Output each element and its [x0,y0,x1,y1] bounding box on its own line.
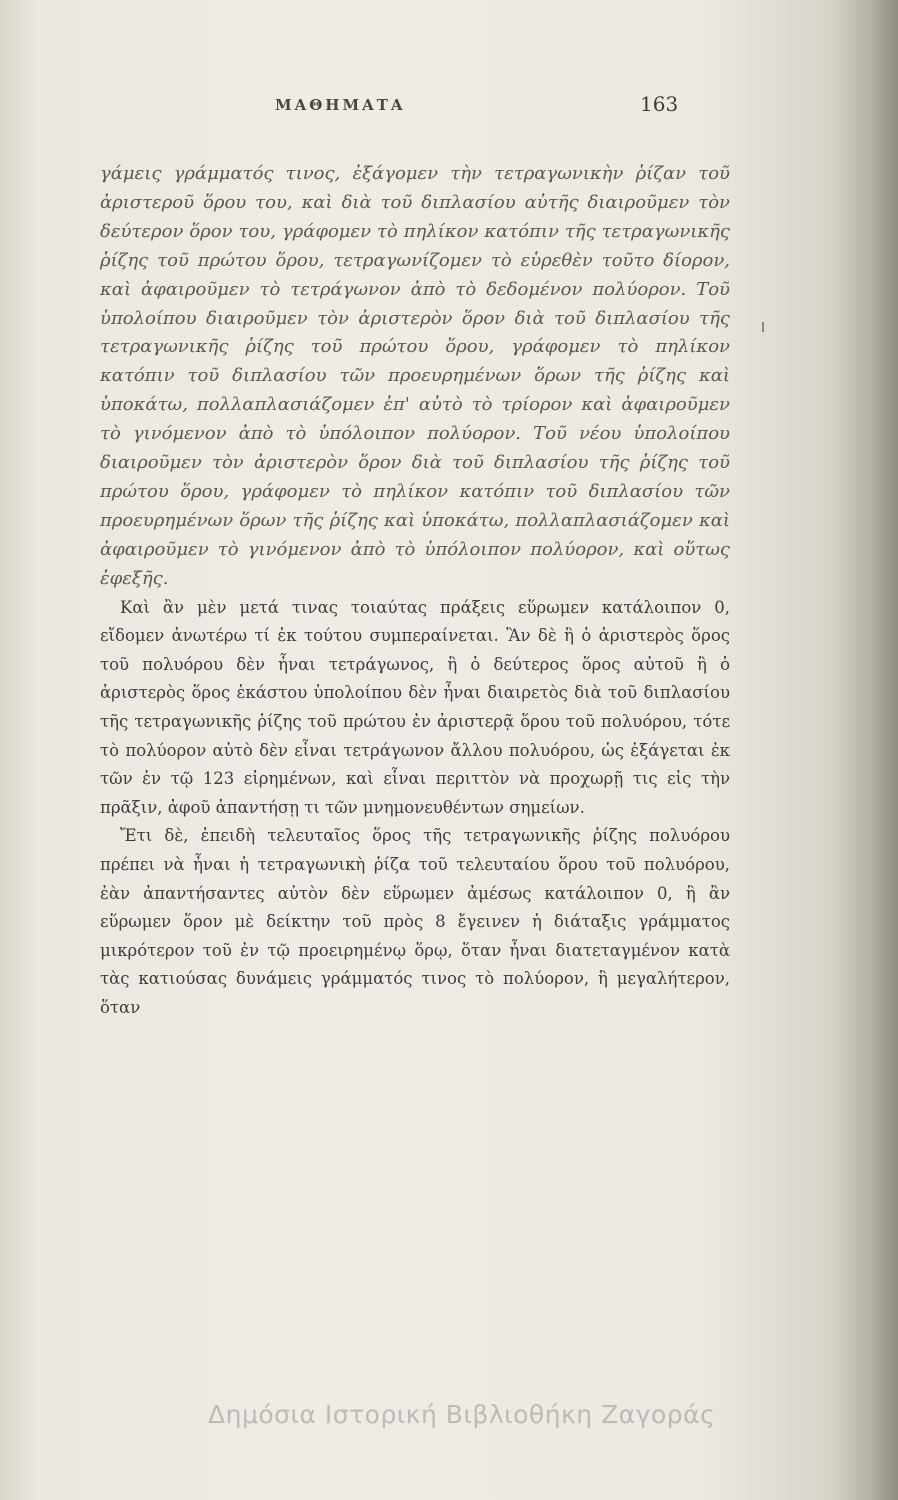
paragraph-1: γάμεις γράμματός τινος, ἐξάγομεν τὴν τετραγωνικὴν ῥίζαν τοῦ ἀριστεροῦ ὅρου του, καὶ διὰ τοῦ διπλασίου αὐτῆς διαιροῦμεν τὸν δεύτερον ὅρον του, γράφομεν τὸ πηλίκον κατόπιν τῆς τετραγωνικῆς ῥίζης τοῦ πρώτου ὅρου, τετραγωνίζομεν τὸ εὑρεθὲν τοῦτο δίορον, καὶ ἀφαιροῦμεν τὸ τετράγωνον ἀπὸ τὸ δεδομένον πολύορον. Τοῦ ὑπολοίπου διαιροῦμεν τὸν ἀριστερὸν ὅρον διὰ τοῦ διπλασίου τῆς τετραγωνικῆς ῥίζης τοῦ πρώτου ὅρου, γράφομεν τὸ πηλίκον κατόπιν τοῦ διπλασίου τῶν προευρημένων ὅρων τῆς ῥίζης καὶ ὑποκάτω, πολλαπλασιάζομεν ἐπ' αὐτὸ τὸ τρίορον καὶ ἀφαιροῦμεν τὸ γινόμενον ἀπὸ τὸ ὑπόλοιπον πολύορον. Τοῦ νέου ὑπολοίπου διαιροῦμεν τὸν ἀριστερὸν ὅρον διὰ τοῦ διπλασίου τῆς ῥίζης τοῦ πρώτου ὅρου, γράφομεν τὸ πηλίκον κατόπιν τοῦ διπλασίου τῶν προευρημένων ὅρων τῆς ῥίζης καὶ ὑποκάτω, πολλαπλασιάζομεν καὶ ἀφαιροῦμεν τὸ γινόμενον ἀπὸ τὸ ὑπόλοιπον πολύορον, καὶ οὕτως ἐφεξῆς. [100,163,730,589]
paragraph-2: Καὶ ἂν μὲν μετά τινας τοιαύτας πράξεις εὕρωμεν κατάλοιπον 0, εἴδομεν ἀνωτέρω τί ἐκ τούτου συμπεραίνεται. Ἂν δὲ ἢ ὁ ἀριστερὸς ὅρος τοῦ πολυόρου δὲν ἦναι τετράγωνος, ἢ ὁ δεύτερος ὅρος αὐτοῦ ἢ ὁ ἀριστερὸς ὅρος ἑκάστου ὑπολοίπου δὲν ἦναι διαιρετὸς διὰ τοῦ διπλασίου τῆς τετραγωνικῆς ῥίζης τοῦ πρώτου ἐν ἀριστερᾷ ὅρου τοῦ πολυόρου, τότε τὸ πολύορον αὐτὸ δὲν εἶναι τετράγωνον ἄλλου πολυόρου, ὡς ἐξάγεται ἐκ τῶν ἐν τῷ 123 εἰρημένων, καὶ εἶναι περιττὸν νὰ προχωρῇ τις εἰς τὴν πρᾶξιν, ἀφοῦ ἀπαντήσῃ τι τῶν μνημονευθέντων σημείων. [100,597,730,817]
running-head: ΜΑΘΗΜΑΤΑ [275,96,406,114]
body-text [100,160,730,1023]
library-watermark: Δημόσια Ιστορική Βιβλιοθήκη Ζαγοράς [208,1400,716,1429]
page-number: 163 [640,92,679,116]
margin-mark [762,322,764,332]
binding-shadow [828,0,898,1500]
paragraph-3: Ἔτι δὲ, ἐπειδὴ τελευταῖος ὅρος τῆς τετραγωνικῆς ῥίζης πολυόρου πρέπει νὰ ἦναι ἡ τετραγωνικὴ ῥίζα τοῦ τελευταίου ὅρου τοῦ πολυόρου, ἐὰν ἀπαντήσαντες αὐτὸν δὲν εὕρωμεν ἀμέσως κατάλοιπον 0, ἢ ἂν εὕρωμεν ὅρον μὲ δείκτην τοῦ πρὸς 8 ἔγεινεν ἡ διάταξις γράμματος μικρότερον τοῦ ἐν τῷ προειρημένῳ ὅρῳ, ὅταν ἦναι διατεταγμένον κατὰ τὰς κατιούσας δυνάμεις γράμματός τινος τὸ πολύορον, ἢ μεγαλήτερον, ὅταν [100,826,730,1017]
